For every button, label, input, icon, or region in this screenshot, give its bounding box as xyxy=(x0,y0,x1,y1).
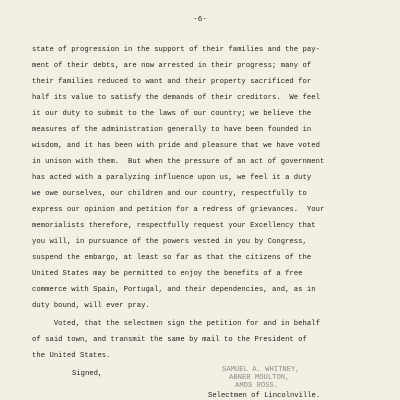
body-line: half its value to satisfy the demands of their creditors. We feel xyxy=(32,94,320,102)
body-line: in unison with them. But when the pressure of an act of government xyxy=(32,158,325,166)
body-line: you will, in pursuance of the powers vested in you by Congress, xyxy=(32,238,307,246)
signatory-name: SAMUEL A. WHITNEY, xyxy=(222,366,300,374)
signatory-name: AMOS ROSS. xyxy=(235,382,279,390)
page-number: -6- xyxy=(193,16,207,24)
vote-line: the United States. xyxy=(32,352,111,360)
body-line: we owe ourselves, our children and our country, respectfully to xyxy=(32,190,307,198)
body-line: express our opinion and petition for a redress of grievances. Your xyxy=(32,206,325,214)
body-line: ment of their debts, are now arrested in their progress; many of xyxy=(32,62,312,70)
body-line: suspend the embargo, at least so far as that the citizens of the xyxy=(32,254,312,262)
body-line: it our duty to submit to the laws of our country; we believe the xyxy=(32,110,312,118)
body-line: memorialists therefore, respectfully request your Excellency that xyxy=(32,222,316,230)
signatory-name: ABNER MOULTON, xyxy=(229,374,290,382)
body-line: state of progression in the support of their families and the pay- xyxy=(32,46,320,54)
body-line: has acted with a paralyzing influence upon us, we feel it a duty xyxy=(32,174,312,182)
body-line: United States may be permitted to enjoy the benefits of a free xyxy=(32,270,303,278)
body-line: their families reduced to want and their property sacrificed for xyxy=(32,78,312,86)
body-line: wisdom, and it has been with pride and pleasure that we have voted xyxy=(32,142,320,150)
body-line: duty bound, will ever pray. xyxy=(32,302,150,310)
body-line: measures of the administration generally to have been founded in xyxy=(32,126,312,134)
vote-line: Voted, that the selectmen sign the petition for and in behalf xyxy=(32,320,320,328)
signed-label: Signed, xyxy=(72,370,103,378)
vote-line: of said town, and transmit the same by mail to the President of xyxy=(32,336,307,344)
body-line: commerce with Spain, Portugal, and their dependencies, and, as in xyxy=(32,286,316,294)
signatory-title: Selectmen of Lincolnville. xyxy=(208,392,321,400)
